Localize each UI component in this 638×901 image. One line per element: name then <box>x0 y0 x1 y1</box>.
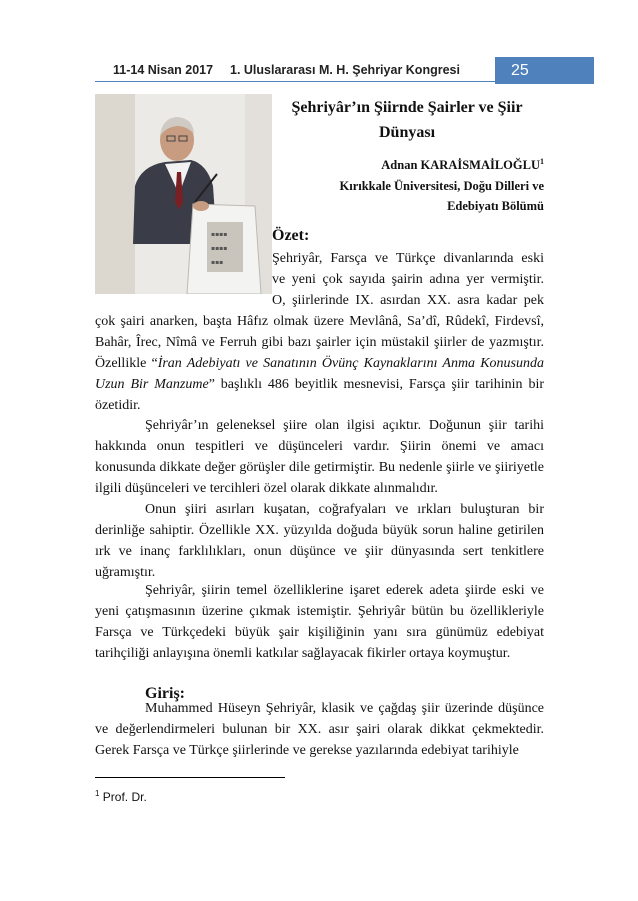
abstract-paragraph-4: Şehriyâr, şiirin temel özelliklerine işaret ederek adeta şiirde eski ve yeni çatışmasının üzerine çıkmak istemiştir. Şehriyâr bütün bu özellikleriyle Farsça ve Türkçedeki büyük şair kişiliğinin yanı sıra günümüz edebiyat tarihçiliği anlayışına önemli katkılar sağlayacak fikirler ortaya koymuştur. <box>95 583 544 661</box>
author-affiliation <box>304 176 544 216</box>
page-number-badge: 25 <box>495 57 594 84</box>
author-photo <box>95 94 272 294</box>
affiliation-line-2: Edebiyatı Bölümü <box>447 199 544 213</box>
affiliation-line-1: Kırıkkale Üniversitesi, Doğu Dilleri ve <box>339 179 544 193</box>
footnote-mark: 1 <box>95 789 100 798</box>
footnote <box>95 789 147 804</box>
abstract-paragraph-3: Onun şiiri asırları kuşatan, coğrafyaları ve ırkları buluşturan bir derinliğe sahiptir. Özellikle XX. yüzyılda doğuda büyük sorun haline getirilen ırk ve inanç farklılıkları, onun düşünce ve şiir dünyasında sert tenkitlere uğramıştır. <box>95 502 544 580</box>
header-congress-title: 1. Uluslararası M. H. Şehriyar Kongresi <box>230 63 460 77</box>
abstract-heading: Özet: <box>272 227 310 244</box>
abstract-narrow-line-2: ve yeni çok sayıda şairin adına yer vermiştir. <box>272 272 544 287</box>
svg-text:▪▪▪: ▪▪▪ <box>211 259 224 266</box>
abstract-p1-italic-title: İran Adebiyatı ve Sanatının Övünç Kaynaklarını Anma Konusunda Uzun Bir Manzume <box>95 356 544 392</box>
author-name-text: Adnan KARAİSMAİLOĞLU <box>381 158 540 173</box>
article-title-line-1: Şehriyâr’ın Şiirnde Şairler ve Şiir <box>291 99 523 116</box>
author-footnote-mark: 1 <box>540 157 544 166</box>
svg-text:▪▪▪▪: ▪▪▪▪ <box>211 231 228 238</box>
intro-heading: Giriş: <box>145 685 185 702</box>
abstract-paragraph-2: Şehriyâr’ın geleneksel şiire olan ilgisi açıktır. Doğunun şiir tarihi hakkında onun tespitleri ve düşünceleri vardır. Şiirin önemi ve amacı konusunda dikkate değer görüşler dile getirmiştir. Bu nedenle şiirle ve şiiriyetle ilgili düşünceleri ve tercihleri özel olarak dikkate alınmalıdır. <box>95 418 544 496</box>
footnote-text: Prof. Dr. <box>102 790 147 804</box>
svg-text:▪▪▪▪: ▪▪▪▪ <box>211 245 228 252</box>
intro-paragraph-1: Muhammed Hüseyn Şehriyâr, klasik ve çağdaş şiir üzerinde düşünce ve değerlendirmeleri bulunan bir XX. asır şairi olarak dikkat çekmektedir. Gerek Farsça ve Türkçe şiirlerinde ve gerekse yazılarında edebiyat tarihiyle <box>95 701 544 758</box>
footnote-separator <box>95 777 285 778</box>
abstract-p1-text-a: çok şairi anarken, başta Hâfız olmak üzere Mevlânâ, Sa’dî, Rûdekî, Firdevsî, Bahâr, Îrec, Nîmâ ve Ferruh gibi bazı şairler için müstakil şiirler de yazmıştır. Özellikle “ <box>95 314 544 371</box>
header-rule <box>95 81 594 82</box>
author-name <box>381 157 544 173</box>
article-title-line-2: Dünyası <box>378 124 436 141</box>
article-title <box>270 95 544 145</box>
abstract-narrow-line-3: O, şiirlerinde IX. asırdan XX. asra kadar pek <box>272 293 544 308</box>
abstract-p1-text-b: ” başlıklı 486 beyitlik mesnevisi, Farsça şiir tarihinin bir özetidir. <box>95 377 544 413</box>
abstract-narrow-line-1: Şehriyâr, Farsça ve Türkçe divanlarında eski <box>272 251 544 266</box>
header-date: 11-14 Nisan 2017 <box>113 63 214 77</box>
author-photo-illustration <box>95 94 272 294</box>
abstract-narrow-lines <box>272 248 544 311</box>
abstract-paragraph-1 <box>95 311 544 416</box>
